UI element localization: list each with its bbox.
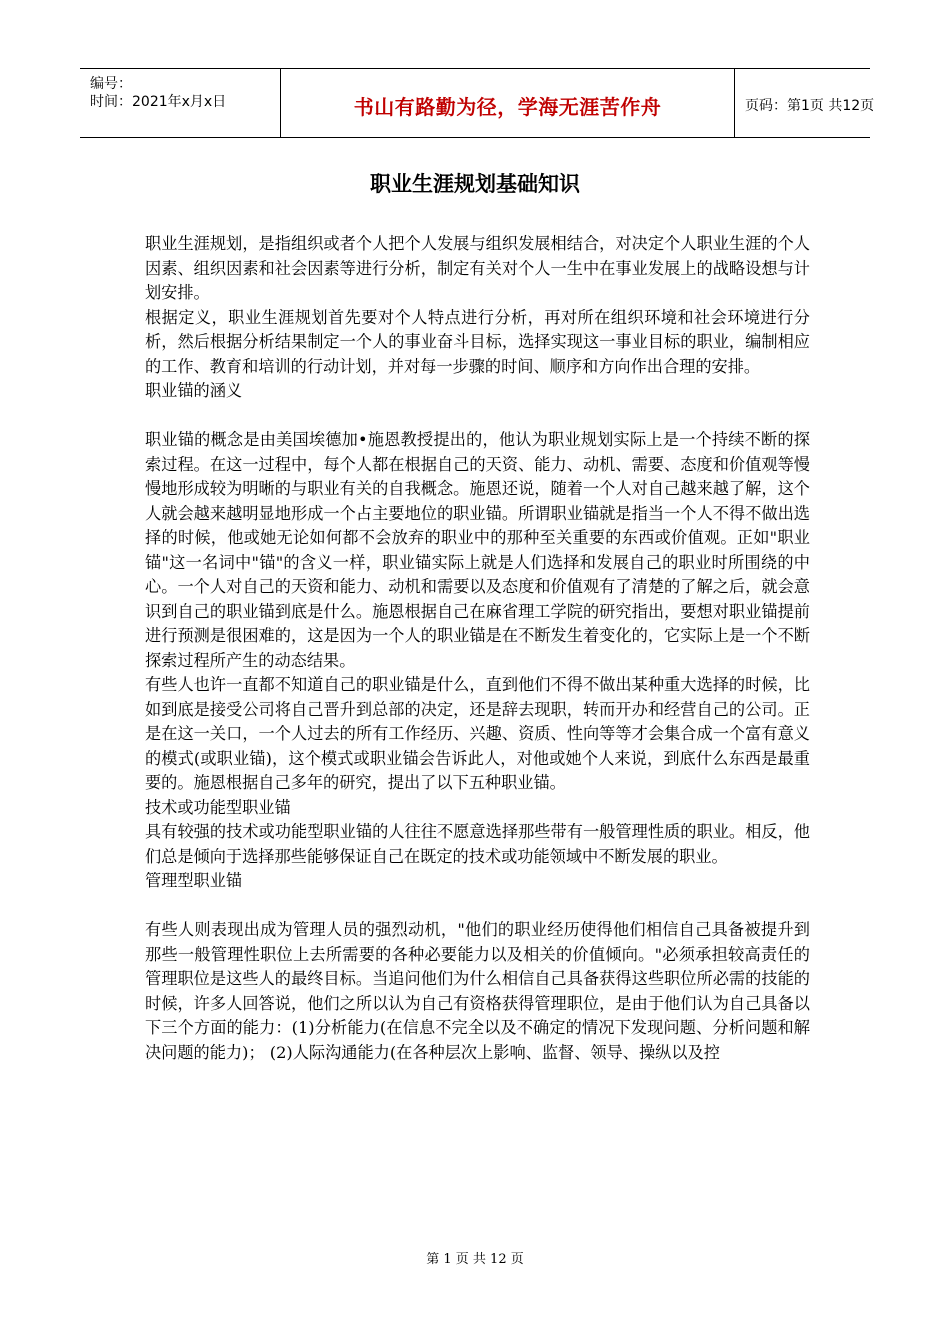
document-title: 职业生涯规划基础知识 — [370, 172, 580, 196]
blank-line — [145, 894, 810, 919]
header-table — [80, 68, 875, 138]
paragraph: 职业生涯规划，是指组织或者个人把个人发展与组织发展相结合，对决定个人职业生涯的个人因素、组织因素和社会因素等进行分析，制定有关对个人一生中在事业发展上的战略设想与计划安排。 — [145, 234, 810, 302]
paragraph: 职业锚的概念是由美国埃德加•施恩教授提出的，他认为职业规划实际上是一个持续不断的探索过程。在这一过程中，每个人都在根据自己的天资、能力、动机、需要、态度和价值观等慢慢地形成较为明晰的与职业有关的自我概念。施恩还说，随着一个人对自己越来越了解，这个人就会越来越明显地形成一个占主要地位的职业锚。所谓职业锚就是指当一个人不得不做出选择的时候，他或她无论如何都不会放弃的职业中的那种至关重要的东西或价值观。正如"职业锚"这一名词中"锚"的含义一样，职业锚实际上就是人们选择和发展自己的职业时所围绕的中心。一个人对自己的天资和能力、动机和需要以及态度和价值观有了清楚的了解之后，就会意识到自己的职业锚到底是什么。施恩根据自己在麻省理工学院的研究指出，要想对职业锚提前进行预测是很困难的，这是因为一个人的职业锚是在不断发生着变化的，它实际上是一个不断探索过程所产生的动态结果。 — [145, 430, 810, 670]
document-body — [145, 232, 810, 1065]
section-heading: 管理型职业锚 — [145, 871, 243, 890]
motto-text: 书山有路勤为径，学海无涯苦作舟 — [353, 95, 662, 119]
header-info-cell — [80, 69, 280, 137]
paragraph: 有些人则表现出成为管理人员的强烈动机，"他们的职业经历使得他们相信自己具备被提升到那些一般管理性职位上去所需要的各种必要能力以及相关的价值倾向。"必须承担较高责任的管理职位是这些人的最终目标。当追问他们为什么相信自己具备获得这些职位所必需的技能的时候，许多人回答说，他们之所以认为自己有资格获得管理职位，是由于他们认为自己具备以下三个方面的能力：(1)分析能力(在信息不完全以及不确定的情况下发现问题、分析问题和解决问题的能力)； (2)人际沟通能力(在各种层次上影响、监督、领导、操纵以及控 — [145, 920, 810, 1062]
paragraph: 有些人也许一直都不知道自己的职业锚是什么，直到他们不得不做出某种重大选择的时候，比如到底是接受公司将自己晋升到总部的决定，还是辞去现职，转而开办和经营自己的公司。正是在这一关口，一个人过去的所有工作经历、兴趣、资质、性向等等才会集合成一个富有意义的模式(或职业锚)，这个模式或职业锚会告诉此人，对他或她个人来说，到底什么东西是最重要的。施恩根据自己多年的研究，提出了以下五种职业锚。 — [145, 675, 810, 792]
section-heading: 职业锚的涵义 — [145, 381, 243, 400]
header-motto-cell — [280, 69, 735, 137]
paragraph: 根据定义，职业生涯规划首先要对个人特点进行分析，再对所在组织环境和社会环境进行分析，然后根据分析结果制定一个人的事业奋斗目标，选择实现这一事业目标的职业，编制相应的工作、教育和培训的行动计划，并对每一步骤的时间、顺序和方向作出合理的安排。 — [145, 307, 810, 376]
date-label: 时间：2021年x月x日 — [90, 94, 227, 110]
section-heading: 技术或功能型职业锚 — [145, 797, 291, 817]
paragraph: 具有较强的技术或功能型职业锚的人往往不愿意选择那些带有一般管理性质的职业。相反，他们总是倾向于选择那些能够保证自己在既定的技术或功能领域中不断发展的职业。 — [145, 822, 810, 866]
blank-line — [145, 404, 810, 429]
page-info: 页码：第1页 共12页 — [745, 98, 875, 114]
header-page-cell — [735, 69, 875, 137]
page-footer: 第 1 页 共 12 页 — [426, 1252, 524, 1267]
serial-label: 编号： — [90, 76, 132, 92]
